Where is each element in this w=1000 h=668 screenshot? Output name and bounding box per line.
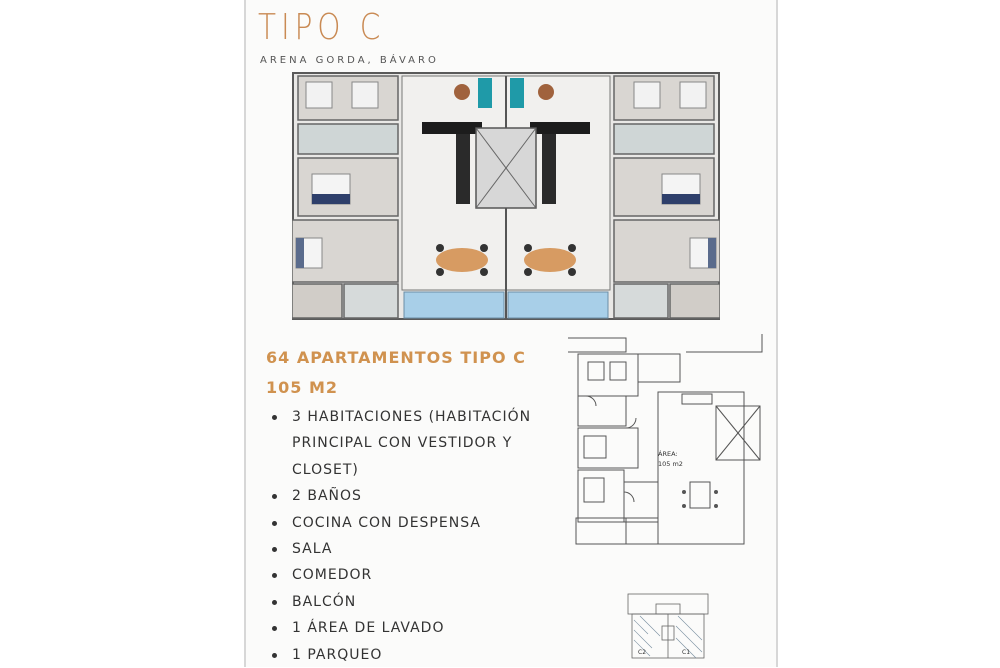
list-item: COCINA CON DESPENSA (268, 510, 568, 536)
page-title: TIPO C (258, 7, 386, 48)
bullet-icon (272, 626, 277, 631)
features-list (268, 404, 568, 668)
list-item: 1 PARQUEO (268, 642, 568, 668)
bullet-icon (272, 600, 277, 605)
bullet-icon (272, 547, 277, 552)
brochure-page (244, 0, 778, 667)
list-item: 1 ÁREA DE LAVADO (268, 615, 568, 641)
list-item: SALA (268, 536, 568, 562)
key-plan-label-c1: C1 (682, 649, 691, 656)
list-item: 2 BAÑOS (268, 483, 568, 509)
bullet-icon (272, 653, 277, 658)
bullet-icon (272, 494, 277, 499)
area-label: ÁREA: (658, 450, 678, 458)
line-floor-plan-drawing (566, 332, 766, 550)
area-value: 105 m2 (658, 460, 683, 468)
area-heading: 105 M2 (266, 378, 339, 397)
bullet-icon (272, 521, 277, 526)
units-heading: 64 APARTAMENTOS TIPO C (266, 348, 526, 367)
key-plan-drawing (626, 590, 710, 662)
rendered-floor-plan-image (292, 72, 720, 320)
list-item: COMEDOR (268, 562, 568, 588)
list-item: BALCÓN (268, 589, 568, 615)
location-subtitle: ARENA GORDA, BÁVARO (260, 55, 439, 66)
list-item: 3 HABITACIONES (HABITACIÓN PRINCIPAL CON VESTIDOR Y CLOSET) (268, 404, 568, 483)
bullet-icon (272, 573, 277, 578)
bullet-icon (272, 415, 277, 420)
key-plan-label-c2: C2 (638, 649, 647, 656)
